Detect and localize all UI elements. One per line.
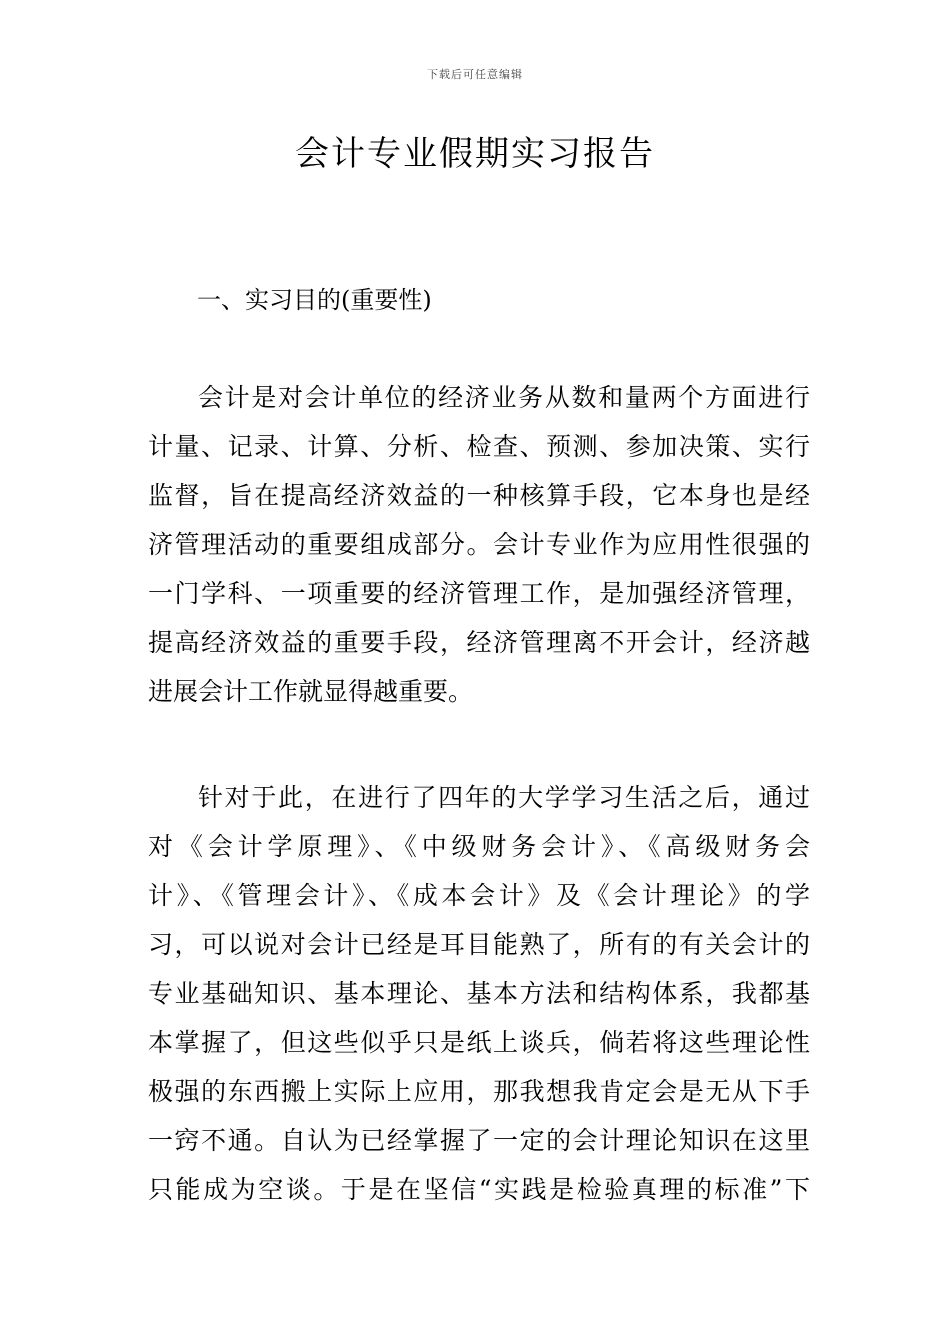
paragraph-background	[148, 773, 810, 1214]
paragraph-line: 计》、《管理会计》、《成本会计》及《会计理论》的学	[148, 881, 810, 910]
header-note: 下载后可任意编辑	[427, 68, 523, 81]
document-title: 会计专业假期实习报告	[295, 134, 655, 174]
paragraph-line: 只能成为空谈。于是在坚信“实践是检验真理的标准”下	[148, 1175, 810, 1204]
paragraph-line: 习，可以说对会计已经是耳目能熟了，所有的有关会计的	[148, 930, 810, 959]
paragraph-line: 专业基础知识、基本理论、基本方法和结构体系，我都基	[148, 979, 810, 1008]
paragraph-line: 一门学科、一项重要的经济管理工作，是加强经济管理，	[148, 579, 810, 608]
section-heading: 一、实习目的(重要性)	[197, 286, 432, 314]
paragraph-line: 监督，旨在提高经济效益的一种核算手段，它本身也是经	[148, 481, 810, 510]
paragraph-line: 对《会计学原理》、《中级财务会计》、《高级财务会	[148, 832, 810, 861]
paragraph-line: 一窍不通。自认为已经掌握了一定的会计理论知识在这里	[148, 1126, 810, 1155]
paragraph-line: 济管理活动的重要组成部分。会计专业作为应用性很强的	[148, 530, 810, 559]
paragraph-purpose	[148, 373, 810, 716]
paragraph-line: 计量、记录、计算、分析、检查、预测、参加决策、实行	[148, 432, 810, 461]
paragraph-line: 针对于此，在进行了四年的大学学习生活之后，通过	[198, 783, 810, 812]
paragraph-line: 进展会计工作就显得越重要。	[148, 677, 474, 706]
paragraph-line: 本掌握了，但这些似乎只是纸上谈兵，倘若将这些理论性	[148, 1028, 810, 1057]
paragraph-line: 提高经济效益的重要手段，经济管理离不开会计，经济越	[148, 628, 810, 657]
paragraph-line: 极强的东西搬上实际上应用，那我想我肯定会是无从下手	[148, 1077, 810, 1106]
paragraph-line: 会计是对会计单位的经济业务从数和量两个方面进行	[198, 383, 810, 412]
